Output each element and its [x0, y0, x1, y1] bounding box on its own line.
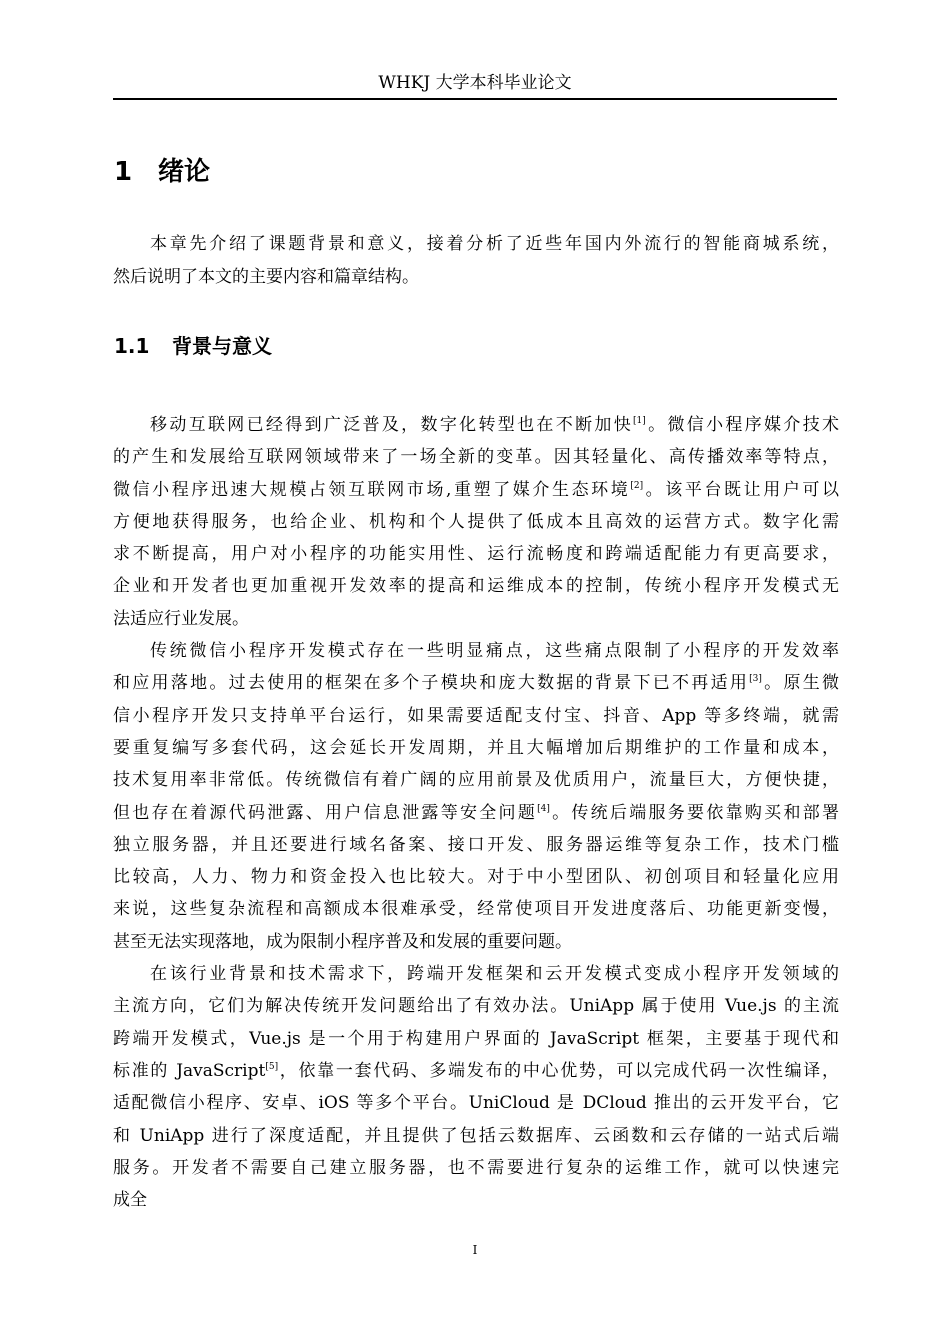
body-line: [113, 1120, 839, 1152]
body-text-run: 方便地获得服务，也给企业、机构和个人提供了低成本且高效的运营方式。数字化需: [113, 511, 839, 532]
body-text-run: 和应用落地。过去使用的框架在多个子模块和庞大数据的背景下已不再适用: [113, 673, 750, 694]
body-text-run: 的产生和发展给互联网领域带来了一场全新的变革。因其轻量化、高传播效率等特点，: [113, 447, 839, 468]
page-number: I: [472, 1243, 478, 1257]
body-line: [113, 635, 839, 667]
body-text-run: 微信小程序迅速大规模占领互联网市场,重塑了媒介生态环境: [113, 479, 631, 500]
body-line: [113, 1087, 839, 1119]
section-heading: [114, 330, 272, 362]
body-line: [113, 861, 839, 893]
body-text-run: 但也存在着源代码泄露、用户信息泄露等安全问题: [113, 802, 538, 823]
body-text-run: 跨端开发模式，Vue.js 是一个用于构建用户界面的 JavaScript 框架，主要基于现代和: [113, 1028, 839, 1049]
body-line: [113, 797, 839, 829]
citation-ref: [3]: [749, 674, 762, 685]
body-text-run: 甚至无法实现落地，成为限制小程序普及和发展的重要问题。: [113, 931, 572, 952]
intro-line: 本章先介绍了课题背景和意义，接着分析了近些年国内外流行的智能商城系统，: [150, 234, 839, 254]
body-line: [113, 441, 839, 473]
body-text-run: 求不断提高，用户对小程序的功能实用性、运行流畅度和跨端适配能力有更高要求，: [113, 544, 839, 565]
body-text-run: 标准的 JavaScript: [113, 1060, 266, 1081]
body-line: [113, 538, 839, 570]
citation-ref: [4]: [537, 803, 550, 814]
chapter-title: 绪论: [158, 157, 211, 187]
citation-ref: [2]: [630, 480, 644, 491]
body-line: [113, 1184, 839, 1216]
running-header: WHKJ 大学本科毕业论文: [378, 73, 572, 93]
body-text-run: 法适应行业发展。: [113, 608, 249, 629]
body-text-run: 服务。开发者不需要自己建立服务器，也不需要进行复杂的运维工作，就可以快速完: [113, 1157, 839, 1178]
body-text-run: 和 UniApp 进行了深度适配，并且提供了包括云数据库、云函数和云存储的一站式后端: [113, 1125, 839, 1146]
body-line: [113, 409, 839, 441]
body-text-run: 。传统后端服务要依靠购买和部署: [549, 802, 839, 823]
section-title: 背景与意义: [172, 334, 272, 358]
body-line: [113, 829, 839, 861]
body-text-run: 独立服务器，并且还要进行域名备案、接口开发、服务器运维等复杂工作，技术门槛: [113, 834, 839, 855]
body-line: [113, 732, 839, 764]
body-text-run: 来说，这些复杂流程和高额成本很难承受，经常使项目开发进度落后、功能更新变慢，: [113, 899, 839, 920]
body-line: [113, 700, 839, 732]
body-text-run: 技术复用率非常低。传统微信有着广阔的应用前景及优质用户，流量巨大，方便快捷，: [113, 770, 839, 791]
body-line: [113, 926, 839, 958]
body-line: [113, 474, 839, 506]
body-line: [113, 603, 839, 635]
body-text-run: 比较高，人力、物力和资金投入也比较大。对于中小型团队、初创项目和轻量化应用: [113, 867, 839, 888]
body-text-run: 。该平台既让用户可以: [643, 479, 839, 500]
body-text-run: 主流方向，它们为解决传统开发问题给出了有效办法。UniApp 属于使用 Vue.js 的主流: [113, 996, 839, 1017]
body-text-run: 。原生微: [761, 673, 839, 694]
body-text-run: 传统微信小程序开发模式存在一些明显痛点，这些痛点限制了小程序的开发效率: [150, 641, 839, 662]
body-line: [113, 764, 839, 796]
header-rule: [113, 98, 837, 100]
body-text-run: 适配微信小程序、安卓、iOS 等多个平台。UniCloud 是 DCloud 推出的云开发平台，它: [113, 1093, 839, 1114]
body-text-run: 企业和开发者也更加重视开发效率的提高和运维成本的控制，传统小程序开发模式无: [113, 576, 839, 597]
section-number: 1.1: [114, 334, 150, 358]
body-text: [113, 409, 839, 1216]
citation-ref: [1]: [633, 416, 646, 426]
body-line: [113, 667, 839, 699]
body-text-run: 成全: [113, 1190, 147, 1211]
citation-ref: [5]: [265, 1061, 279, 1072]
body-line: [113, 1055, 839, 1087]
body-text-run: 移动互联网已经得到广泛普及，数字化转型也在不断加快: [150, 415, 634, 435]
body-text-run: 。微信小程序媒介技术: [645, 415, 840, 435]
body-line: [113, 893, 839, 925]
body-line: [113, 1023, 839, 1055]
body-line: [113, 958, 839, 990]
chapter-heading: [114, 152, 210, 192]
body-text-run: ，依靠一套代码、多端发布的中心优势，可以完成代码一次性编译，: [278, 1060, 839, 1081]
chapter-intro: [113, 228, 839, 294]
body-line: [113, 506, 839, 538]
body-text-run: 在该行业背景和技术需求下，跨端开发框架和云开发模式变成小程序开发领域的: [150, 964, 839, 985]
body-line: [113, 990, 839, 1022]
body-line: [113, 1152, 839, 1184]
chapter-number: 1: [114, 157, 133, 187]
body-line: [113, 570, 839, 602]
intro-line: 然后说明了本文的主要内容和篇章结构。: [113, 267, 419, 287]
body-text-run: 要重复编写多套代码，这会延长开发周期，并且大幅增加后期维护的工作量和成本，: [113, 737, 839, 758]
body-text-run: 信小程序开发只支持单平台运行，如果需要适配支付宝、抖音、App 等多终端，就需: [113, 705, 839, 726]
